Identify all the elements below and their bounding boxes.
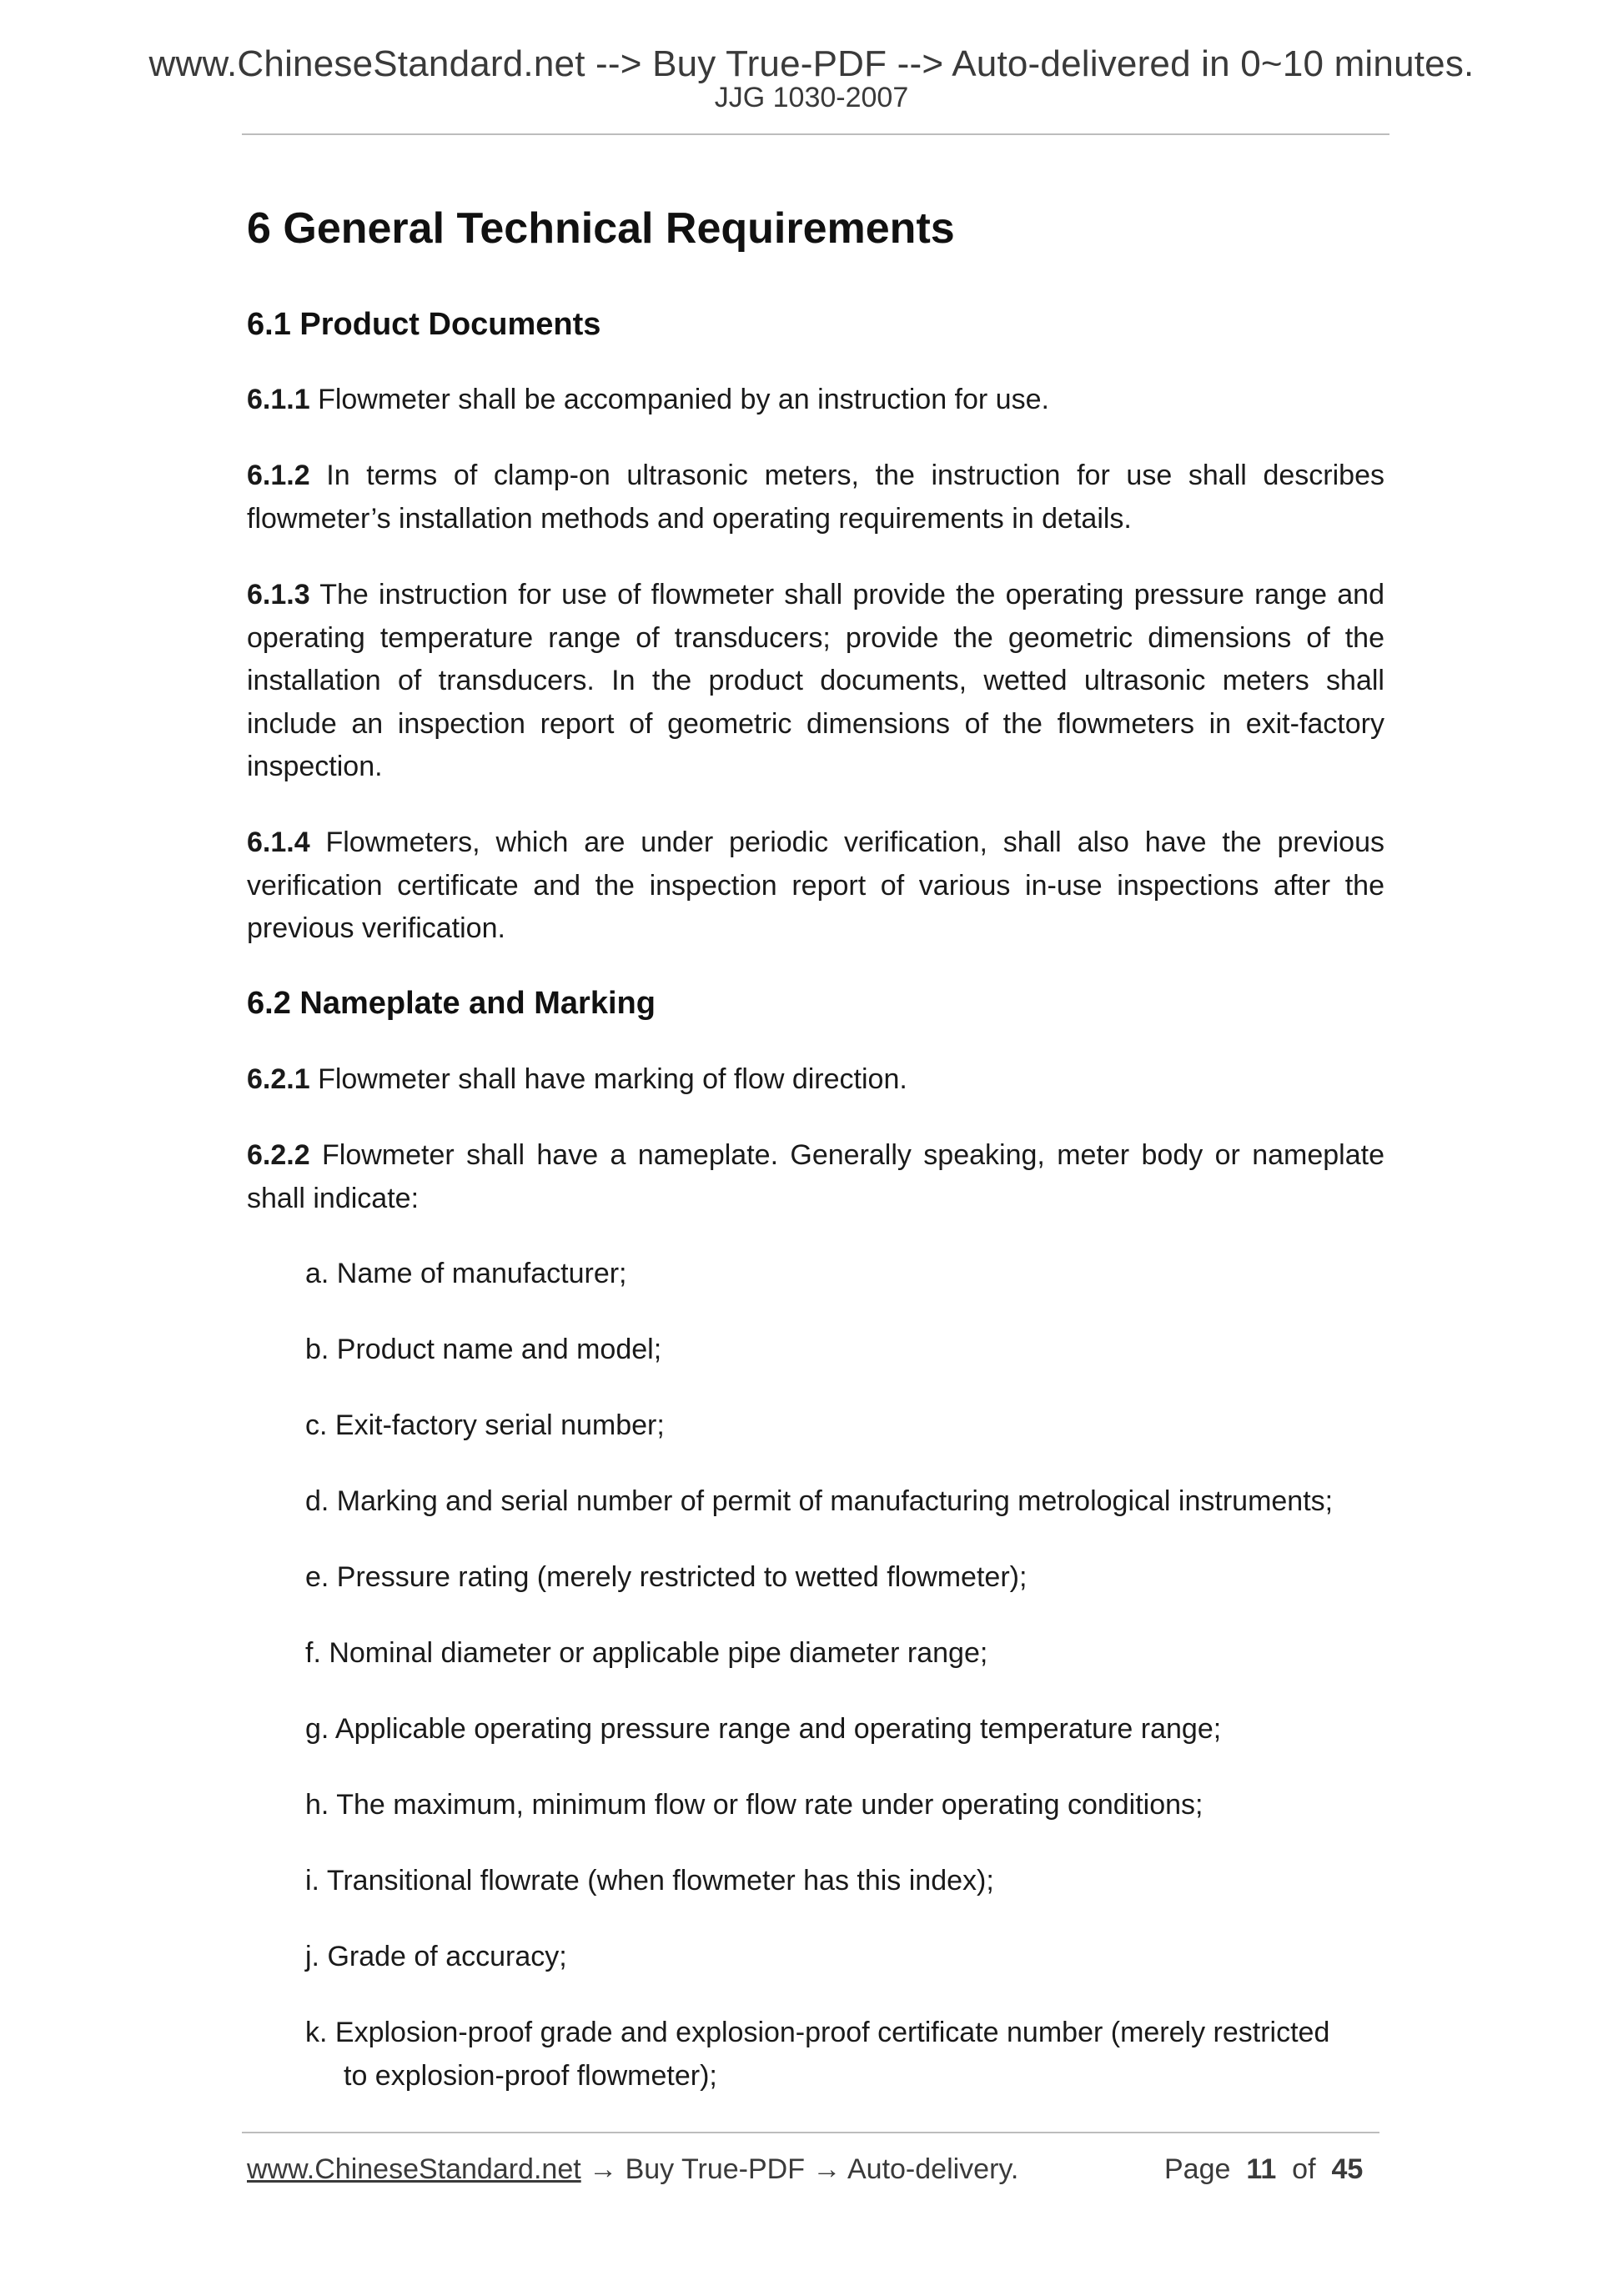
list-item: c. Exit-factory serial number; [305,1409,665,1441]
total-pages: 45 [1331,2153,1364,2185]
list-item: j. Grade of accuracy; [305,1941,567,1972]
clause-6-1-3 [247,574,1384,789]
clause-number: 6.1.4 [247,826,310,858]
clause-text: Flowmeters, which are under periodic verification, shall also have the previous verification certificate and the inspection report of various in-use inspections after the previous verification. [247,826,1384,944]
clause-number: 6.1.1 [247,384,310,415]
clause-6-1-1 [247,379,1384,422]
list-item: d. Marking and serial number of permit of manufacturing metrological instruments; [305,1485,1334,1517]
clause-number: 6.2.2 [247,1139,310,1171]
list-item: h. The maximum, minimum flow or flow rate under operating conditions; [305,1789,1203,1821]
list-item: i. Transitional flowrate (when flowmeter has this index); [305,1865,994,1897]
clause-text: In terms of clamp-on ultrasonic meters, the instruction for use shall describes flowmeter’s installation methods and operating requirements in details. [247,460,1384,535]
list-item [305,2012,1386,2098]
header-divider [242,133,1389,135]
footer-site-link[interactable]: www.ChineseStandard.net [247,2153,581,2185]
page-indicator [1164,2153,1363,2186]
clause-text: The instruction for use of flowmeter shall provide the operating pressure range and operating temperature range of transducers; provide the geometric dimensions of the installation of transducers. In the product documents, wetted ultrasonic meters shall include an inspection report of geometric dimensions of the flowmeters in exit-factory inspection. [247,579,1384,782]
list-item: g. Applicable operating pressure range and operating temperature range; [305,1713,1222,1745]
page-label: Page [1164,2153,1231,2185]
clause-number: 6.2.1 [247,1063,310,1095]
of-label: of [1292,2153,1316,2185]
clause-text: Flowmeter shall be accompanied by an instruction for use. [309,384,1049,415]
page-number: 11 [1246,2153,1277,2185]
footer-promo [247,2153,1018,2186]
clause-6-2-2 [247,1134,1384,1220]
promo-banner: www.ChineseStandard.net --> Buy True-PDF --> Auto-delivered in 0~10 minutes. [148,43,1475,84]
section-6-title: 6 General Technical Requirements [247,204,955,253]
section-6-2-title: 6.2 Nameplate and Marking [247,986,656,1021]
list-item: f. Nominal diameter or applicable pipe diameter range; [305,1637,988,1669]
clause-number: 6.1.3 [247,579,310,610]
list-item-continuation: to explosion-proof flowmeter); [344,2059,717,2092]
list-item: e. Pressure rating (merely restricted to wetted flowmeter); [305,1561,1028,1593]
standard-code: JJG 1030-2007 [714,82,909,113]
clause-text: Flowmeter shall have a nameplate. Generally speaking, meter body or nameplate shall indicate: [247,1139,1384,1214]
list-item: a. Name of manufacturer; [305,1258,627,1289]
clause-6-2-1 [247,1058,1384,1102]
clause-6-1-2 [247,455,1384,540]
footer-divider [242,2132,1379,2133]
clause-6-1-4 [247,821,1384,951]
list-item-line: k. Explosion-proof grade and explosion-proof certificate number (merely restricted [305,2017,1330,2048]
clause-text: Flowmeter shall have marking of flow direction. [309,1063,907,1095]
clause-number: 6.1.2 [247,460,310,491]
footer-promo-text: → Buy True-PDF → Auto-delivery. [580,2153,1019,2185]
list-item: b. Product name and model; [305,1334,662,1365]
section-6-1-title: 6.1 Product Documents [247,307,601,342]
